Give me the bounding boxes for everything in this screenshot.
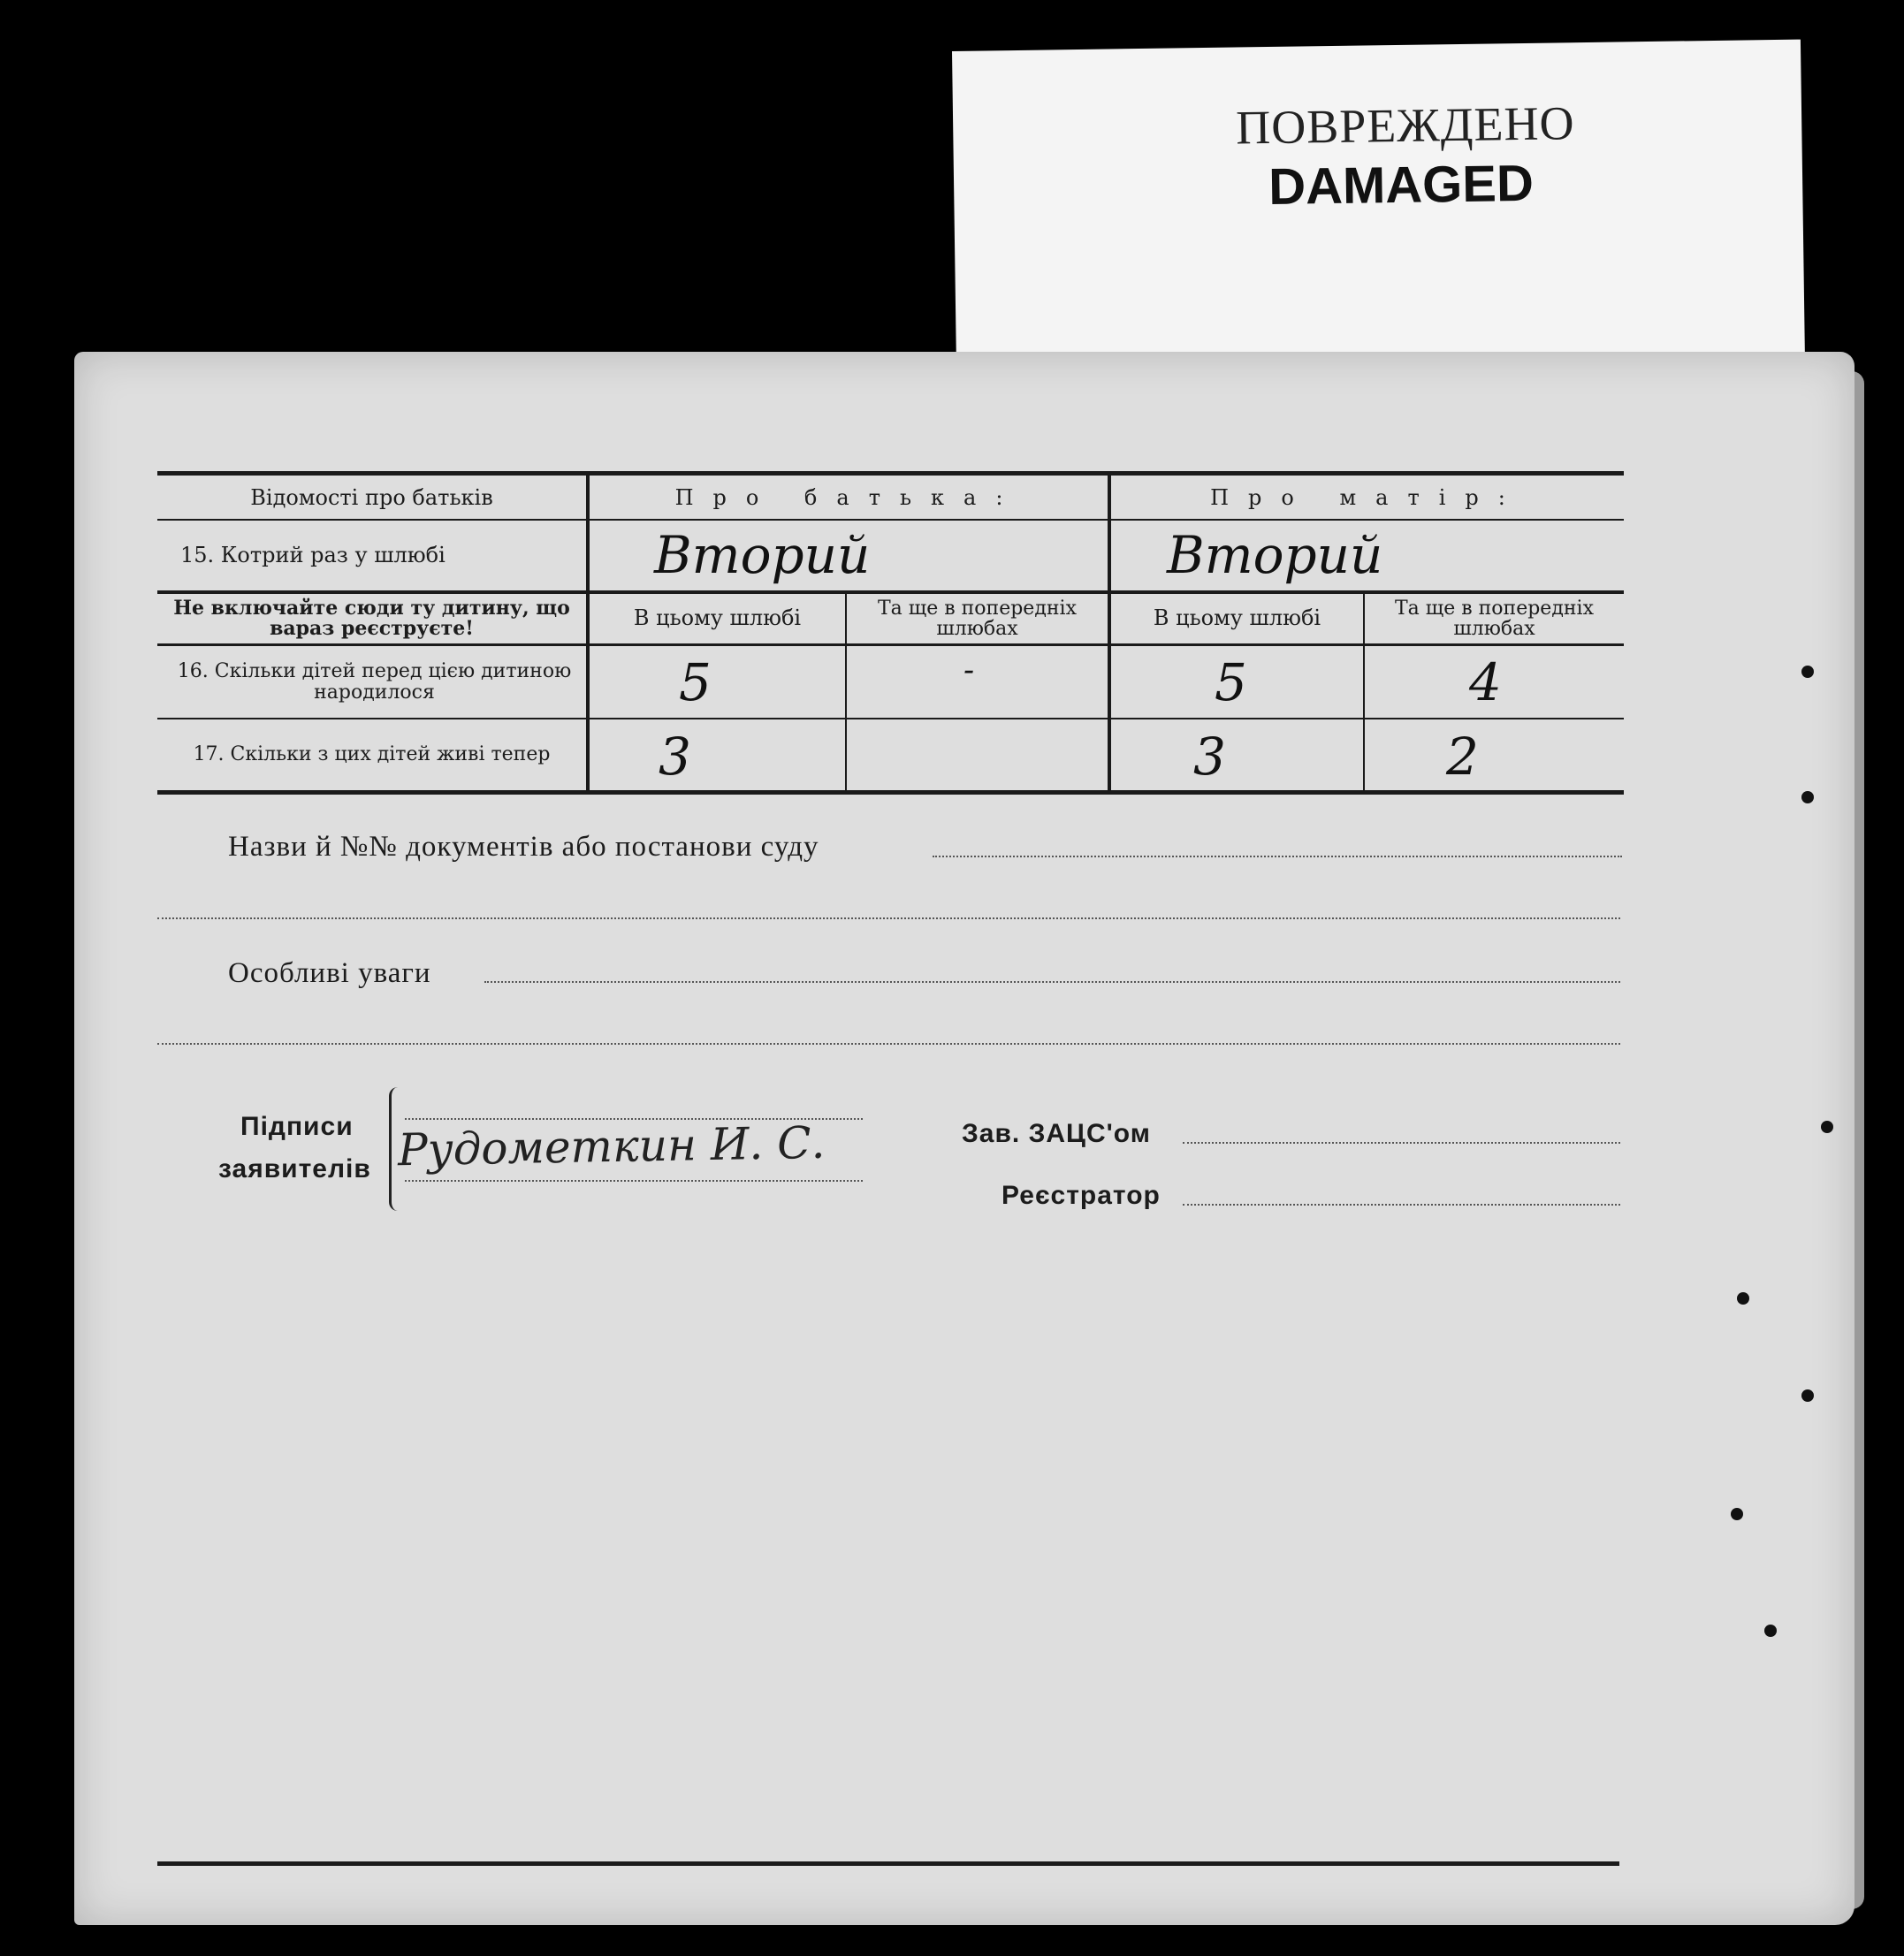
punch-hole [1764,1625,1777,1637]
documents-label: Назви й №№ документів або постанови суду [228,831,819,863]
table-rule [157,519,1624,521]
table-bottom-rule [157,790,1624,795]
row17-mother-current: 3 [1193,727,1226,787]
applicant-signature: Рудометкин И. С. [397,1116,826,1176]
row16-mother-previous: 4 [1469,652,1502,712]
header-mother: Про матір: [1210,484,1525,510]
row16-label: 16. Скільки дітей перед цією дитиною народилося [177,660,572,704]
row15-father-value: Вторий [654,525,871,585]
row16-mother-current: 5 [1215,652,1247,712]
head-signature-line[interactable] [1183,1142,1620,1144]
punch-hole [1737,1292,1749,1305]
header-father: Про батька: [674,484,1023,510]
subheader-father-current: В цьому шлюбі [633,605,802,631]
row17-father-current: 3 [659,727,691,787]
row15-label: 15. Котрий раз у шлюбі [180,543,446,568]
subheader-mother-current: В цьому шлюбі [1153,605,1321,631]
punch-hole [1801,1389,1814,1402]
registrar-label: Реєстратор [1002,1181,1161,1210]
punch-hole [1821,1121,1833,1133]
punch-hole [1801,791,1814,803]
remarks-label: Особливі уваги [228,957,431,989]
table-top-rule [157,471,1624,476]
subheader-mother-previous: Та ще в попередніх шлюбах [1395,597,1594,640]
remarks-line-2[interactable] [157,1043,1620,1045]
subheader-father-previous: Та ще в попередніх шлюбах [878,597,1077,640]
remarks-line[interactable] [484,981,1620,983]
registrar-signature-line[interactable] [1183,1204,1620,1206]
documents-line-2[interactable] [157,917,1620,919]
punch-hole [1731,1508,1743,1520]
row16-father-current: 5 [679,652,712,712]
damaged-flag-ru: ПОВРЕЖДЕНО [1235,96,1575,155]
documents-line[interactable] [933,856,1622,857]
row15-mother-value: Вторий [1167,525,1383,585]
head-label: Зав. ЗАЦС'ом [962,1119,1151,1148]
signatures-label-1: Підписи [240,1112,354,1141]
row16-father-previous: - [963,652,975,689]
subheader-note: Не включайте сюди ту дитину, що вараз реєструєте! [173,596,570,640]
signature-line-2[interactable] [405,1180,863,1182]
signatures-label-2: заявителів [218,1154,371,1183]
punch-hole [1801,666,1814,678]
header-parents-info: Відомості про батьків [250,484,493,510]
damaged-flag [952,40,1805,369]
row17-mother-previous: 2 [1446,727,1479,787]
bottom-rule [157,1861,1619,1866]
damaged-flag-en: DAMAGED [1268,154,1535,217]
row17-label: 17. Скільки з цих дітей живі тепер [193,743,551,766]
